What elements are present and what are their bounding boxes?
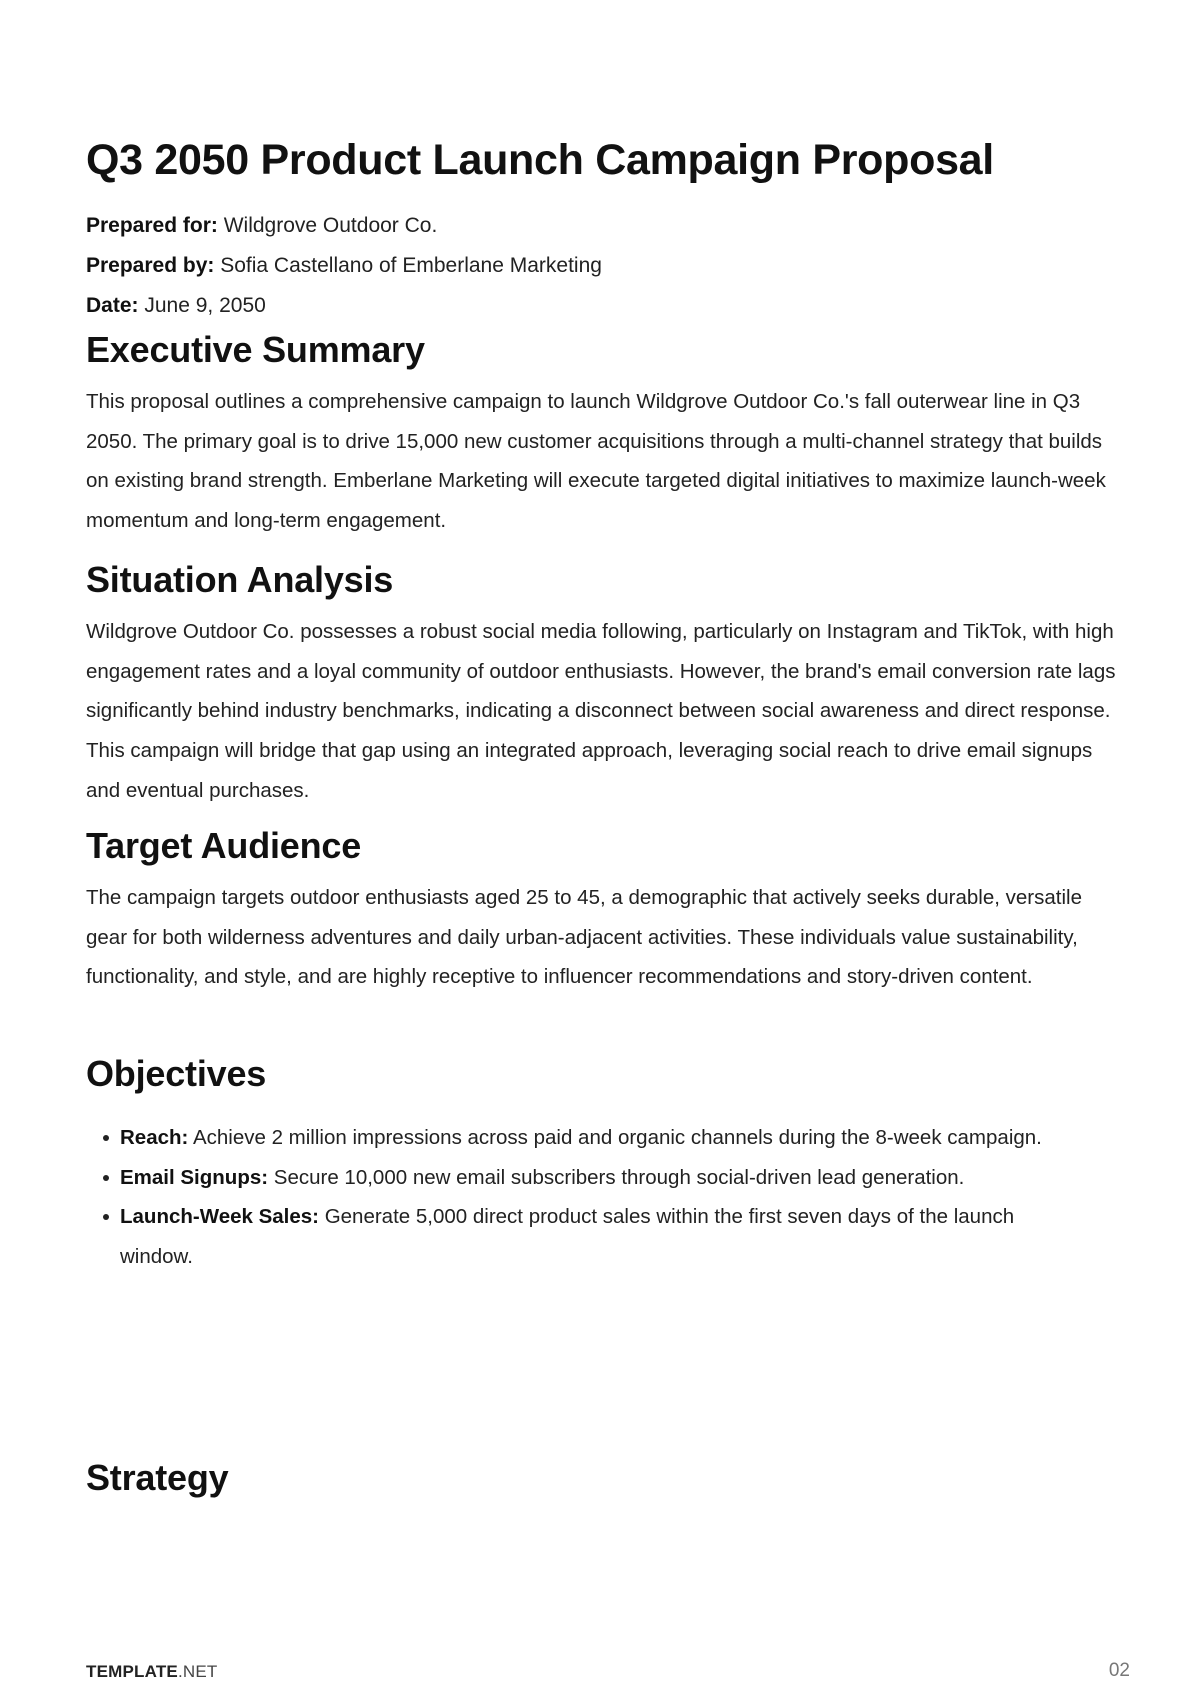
prepared-by-value: Sofia Castellano of Emberlane Marketing xyxy=(220,254,602,277)
prepared-by-line xyxy=(86,246,1126,286)
template-net-logo xyxy=(86,1662,217,1682)
objective-label: Launch-Week Sales: xyxy=(120,1205,319,1229)
executive-summary-heading: Executive Summary xyxy=(86,329,425,370)
objective-item-launch-week-sales xyxy=(120,1197,1126,1276)
prepared-for-value: Wildgrove Outdoor Co. xyxy=(223,214,438,237)
brand-light-text: .NET xyxy=(177,1662,218,1681)
strategy-section xyxy=(86,1456,1126,1500)
objective-label: Email Signups: xyxy=(120,1165,269,1189)
objective-text: Secure 10,000 new email subscribers through social-driven lead generation. xyxy=(273,1165,965,1189)
document-title: Q3 2050 Product Launch Campaign Proposal xyxy=(86,136,994,184)
prepared-for-line xyxy=(86,206,1126,246)
objective-label: Reach: xyxy=(120,1126,189,1149)
objective-text: Achieve 2 million impressions across paid and organic channels during the 8-week campaign. xyxy=(192,1126,1042,1149)
date-value: June 9, 2050 xyxy=(144,294,266,317)
objective-item-reach xyxy=(120,1118,1126,1158)
situation-analysis-body: Wildgrove Outdoor Co. possesses a robust social media following, particularly on Instagram and TikTok, with high engagement rates and a loyal community of outdoor enthusiasts. However, the brand's email conversion rate lags significantly behind industry benchmarks, indicating a disconnect between social awareness and direct response. This campaign will bridge that gap using an integrated approach, leveraging social reach to drive email signups and eventual purchases. xyxy=(86,620,1116,802)
strategy-heading: Strategy xyxy=(86,1457,229,1498)
brand-bold-text: TEMPLATE xyxy=(86,1662,178,1681)
target-audience-heading: Target Audience xyxy=(86,825,362,866)
prepared-for-label: Prepared for: xyxy=(86,214,218,237)
executive-summary-section xyxy=(86,328,1126,541)
objectives-list xyxy=(86,1118,1126,1277)
objectives-heading: Objectives xyxy=(86,1053,267,1094)
situation-analysis-heading: Situation Analysis xyxy=(86,559,394,600)
target-audience-body: The campaign targets outdoor enthusiasts aged 25 to 45, a demographic that actively seeks durable, versatile gear for both wilderness adventures and daily urban-adjacent activities. These individuals value sustainability, functionality, and style, and are highly receptive to influencer recommendations and story-driven content. xyxy=(86,886,1082,989)
objective-text: Generate 5,000 direct product sales within the first seven days of the launch window. xyxy=(120,1205,1015,1269)
date-line xyxy=(86,286,1126,326)
executive-summary-body: This proposal outlines a comprehensive campaign to launch Wildgrove Outdoor Co.'s fall outerwear line in Q3 2050. The primary goal is to drive 15,000 new customer acquisitions through a multi-channel strategy that builds on existing brand strength. Emberlane Marketing will execute targeted digital initiatives to maximize launch-week momentum and long-term engagement. xyxy=(86,390,1106,533)
document-meta xyxy=(86,206,1126,326)
target-audience-section xyxy=(86,824,1126,997)
date-label: Date: xyxy=(86,294,139,317)
page-number: 02 xyxy=(1108,1660,1130,1681)
objective-item-email-signups xyxy=(120,1158,1126,1198)
prepared-by-label: Prepared by: xyxy=(86,254,215,277)
objectives-section xyxy=(86,1052,1126,1277)
situation-analysis-section xyxy=(86,558,1126,811)
